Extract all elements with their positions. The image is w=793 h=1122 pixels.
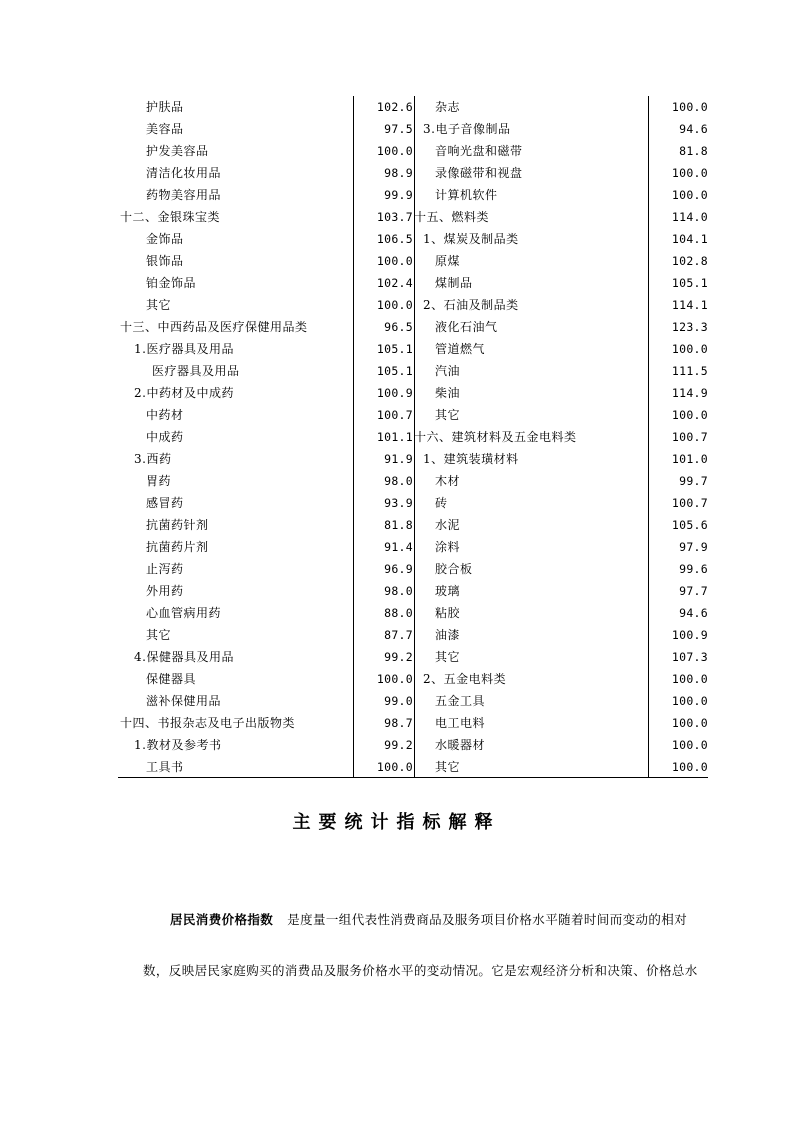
table-row	[414, 536, 708, 558]
table-row	[414, 118, 708, 140]
table-row	[414, 514, 708, 536]
row-label: 清洁化妆用品	[146, 166, 222, 180]
row-value: 100.0	[671, 166, 708, 180]
row-label: 其它	[146, 628, 172, 642]
table-row	[118, 448, 414, 470]
row-label: 1、煤炭及制品类	[423, 232, 519, 246]
row-label: 汽油	[435, 364, 461, 378]
table-row	[118, 536, 414, 558]
row-label: 其它	[435, 408, 461, 422]
row-value: 94.6	[679, 122, 708, 136]
row-label: 其它	[146, 298, 172, 312]
table-row	[118, 470, 414, 492]
row-label: 3.电子音像制品	[423, 122, 511, 136]
row-label: 计算机软件	[435, 188, 498, 202]
row-value: 98.0	[384, 474, 413, 488]
table-row	[414, 448, 708, 470]
table-row	[118, 404, 414, 426]
definition-term: 居民消费价格指数	[170, 912, 274, 927]
row-value: 100.0	[671, 188, 708, 202]
table-row	[414, 316, 708, 338]
row-label: 抗菌药片剂	[146, 540, 209, 554]
table-row	[414, 426, 708, 448]
row-label: 2、石油及制品类	[423, 298, 519, 312]
row-label: 工具书	[146, 760, 184, 774]
row-value: 101.0	[671, 452, 708, 466]
row-label: 护发美容品	[146, 144, 209, 158]
row-value: 105.1	[376, 342, 413, 356]
row-value: 81.8	[384, 518, 413, 532]
row-label: 胶合板	[435, 562, 473, 576]
row-label: 音响光盘和磁带	[435, 144, 523, 158]
row-value: 100.7	[671, 496, 708, 510]
row-label: 1.医疗器具及用品	[134, 342, 234, 356]
row-value: 123.3	[671, 320, 708, 334]
table-row	[118, 646, 414, 668]
row-label: 十六、建筑材料及五金电料类	[414, 430, 577, 444]
table-row	[118, 250, 414, 272]
table-row	[414, 338, 708, 360]
row-label: 柴油	[435, 386, 461, 400]
table-row	[118, 184, 414, 206]
row-label: 胃药	[146, 474, 172, 488]
row-label: 药物美容用品	[146, 188, 222, 202]
table-row	[118, 228, 414, 250]
row-value: 102.8	[671, 254, 708, 268]
row-value: 100.0	[671, 694, 708, 708]
price-index-table	[118, 96, 708, 780]
row-value: 99.2	[384, 650, 413, 664]
row-label: 十二、金银珠宝类	[120, 210, 221, 224]
row-label: 玻璃	[435, 584, 461, 598]
row-value: 100.0	[671, 760, 708, 774]
row-value: 99.2	[384, 738, 413, 752]
row-value: 99.6	[679, 562, 708, 576]
row-value: 81.8	[679, 144, 708, 158]
row-label: 管道燃气	[435, 342, 486, 356]
row-label: 2、五金电料类	[423, 672, 507, 686]
row-value: 98.7	[384, 716, 413, 730]
table-row	[414, 294, 708, 316]
row-value: 98.0	[384, 584, 413, 598]
row-value: 96.5	[384, 320, 413, 334]
row-value: 105.1	[376, 364, 413, 378]
row-label: 砖	[435, 496, 448, 510]
table-row	[118, 712, 414, 734]
row-label: 美容品	[146, 122, 184, 136]
table-row	[118, 96, 414, 118]
row-value: 100.0	[376, 298, 413, 312]
table-row	[414, 250, 708, 272]
table-row	[414, 602, 708, 624]
row-label: 其它	[435, 650, 461, 664]
table-row	[414, 646, 708, 668]
row-value: 114.1	[671, 298, 708, 312]
row-value: 100.9	[671, 628, 708, 642]
table-row	[414, 734, 708, 756]
row-label: 保健器具	[146, 672, 197, 686]
row-value: 100.0	[671, 100, 708, 114]
row-label: 杂志	[435, 100, 461, 114]
row-value: 100.0	[376, 254, 413, 268]
row-label: 金饰品	[146, 232, 184, 246]
row-label: 1、建筑装璜材料	[423, 452, 519, 466]
row-value: 105.6	[671, 518, 708, 532]
row-label: 感冒药	[146, 496, 184, 510]
row-label: 中药材	[146, 408, 184, 422]
row-value: 100.9	[376, 386, 413, 400]
row-value: 99.0	[384, 694, 413, 708]
table-row	[118, 668, 414, 690]
row-label: 2.中药材及中成药	[134, 386, 234, 400]
row-value: 100.0	[671, 672, 708, 686]
row-label: 3.西药	[134, 452, 172, 466]
row-value: 101.1	[376, 430, 413, 444]
row-label: 滋补保健用品	[146, 694, 222, 708]
row-label: 护肤品	[146, 100, 184, 114]
row-label: 止泻药	[146, 562, 184, 576]
row-value: 91.9	[384, 452, 413, 466]
row-value: 111.5	[671, 364, 708, 378]
table-row	[414, 162, 708, 184]
row-value: 102.6	[376, 100, 413, 114]
row-label: 电工电料	[435, 716, 486, 730]
row-value: 105.1	[671, 276, 708, 290]
row-label: 水泥	[435, 518, 461, 532]
table-row	[414, 712, 708, 734]
row-label: 粘胶	[435, 606, 461, 620]
table-row	[414, 470, 708, 492]
row-value: 107.3	[671, 650, 708, 664]
row-value: 100.7	[376, 408, 413, 422]
row-value: 99.9	[384, 188, 413, 202]
table-row	[414, 184, 708, 206]
table-row	[118, 294, 414, 316]
table-row	[414, 756, 708, 778]
row-label: 木材	[435, 474, 461, 488]
row-label: 外用药	[146, 584, 184, 598]
table-row	[414, 580, 708, 602]
row-label: 其它	[435, 760, 461, 774]
table-row	[118, 624, 414, 646]
row-label: 煤制品	[435, 276, 473, 290]
table-row	[414, 668, 708, 690]
table-row	[414, 140, 708, 162]
table-row	[414, 228, 708, 250]
section-title: 主要统计指标解释	[292, 812, 501, 833]
row-label: 液化石油气	[435, 320, 498, 334]
table-row	[118, 382, 414, 404]
row-value: 88.0	[384, 606, 413, 620]
row-label: 涂料	[435, 540, 461, 554]
row-value: 96.9	[384, 562, 413, 576]
row-label: 十三、中西药品及医疗保健用品类	[120, 320, 308, 334]
table-row	[414, 272, 708, 294]
row-value: 93.9	[384, 496, 413, 510]
row-value: 94.6	[679, 606, 708, 620]
table-row	[118, 514, 414, 536]
table-row	[414, 492, 708, 514]
row-value: 100.0	[376, 144, 413, 158]
row-label: 中成药	[146, 430, 184, 444]
row-value: 97.9	[679, 540, 708, 554]
table-row	[118, 426, 414, 448]
table-row	[118, 272, 414, 294]
definition-paragraph-line-2	[143, 961, 698, 979]
row-value: 100.0	[671, 408, 708, 422]
table-row	[414, 690, 708, 712]
table-row	[118, 316, 414, 338]
row-value: 87.7	[384, 628, 413, 642]
row-label: 录像磁带和视盘	[435, 166, 523, 180]
table-row	[118, 338, 414, 360]
row-label: 水暖器材	[435, 738, 486, 752]
row-value: 102.4	[376, 276, 413, 290]
row-value: 99.7	[679, 474, 708, 488]
row-label: 十四、书报杂志及电子出版物类	[120, 716, 296, 730]
table-row	[118, 602, 414, 624]
row-label: 4.保健器具及用品	[134, 650, 234, 664]
row-label: 银饰品	[146, 254, 184, 268]
row-value: 114.9	[671, 386, 708, 400]
table-row	[118, 118, 414, 140]
table-row	[118, 690, 414, 712]
definition-paragraph-line-1	[170, 910, 687, 928]
definition-text-line-1: 是度量一组代表性消费商品及服务项目价格水平随着时间而变动的相对	[287, 912, 688, 927]
table-left-column	[118, 96, 414, 780]
row-value: 97.7	[679, 584, 708, 598]
row-label: 油漆	[435, 628, 461, 642]
table-row	[414, 558, 708, 580]
row-value: 100.0	[671, 738, 708, 752]
table-row	[118, 558, 414, 580]
table-row	[414, 404, 708, 426]
row-value: 100.0	[671, 342, 708, 356]
table-row	[118, 492, 414, 514]
row-value: 98.9	[384, 166, 413, 180]
table-row	[414, 360, 708, 382]
table-row	[118, 734, 414, 756]
table-right-column	[414, 96, 708, 780]
row-value: 91.4	[384, 540, 413, 554]
row-label: 原煤	[435, 254, 461, 268]
row-label: 抗菌药针剂	[146, 518, 209, 532]
row-label: 五金工具	[435, 694, 486, 708]
row-value: 100.0	[376, 672, 413, 686]
table-row	[118, 580, 414, 602]
row-value: 106.5	[376, 232, 413, 246]
table-bottom-rule	[118, 777, 708, 778]
row-label: 1.教材及参考书	[134, 738, 222, 752]
table-row	[118, 360, 414, 382]
table-row	[118, 756, 414, 778]
row-label: 心血管病用药	[146, 606, 222, 620]
table-row	[118, 162, 414, 184]
definition-text-line-2: 数，反映居民家庭购买的消费品及服务价格水平的变动情况。它是宏观经济分析和决策、价格总水	[143, 963, 698, 978]
table-row	[414, 382, 708, 404]
row-label: 医疗器具及用品	[152, 364, 240, 378]
table-row	[414, 624, 708, 646]
row-value: 97.5	[384, 122, 413, 136]
row-value: 104.1	[671, 232, 708, 246]
table-row	[414, 206, 708, 228]
table-row	[118, 206, 414, 228]
row-value: 103.7	[376, 210, 413, 224]
row-value: 100.0	[376, 760, 413, 774]
table-row	[414, 96, 708, 118]
row-value: 114.0	[671, 210, 708, 224]
row-label: 铂金饰品	[146, 276, 197, 290]
row-value: 100.7	[671, 430, 708, 444]
row-label: 十五、燃料类	[414, 210, 490, 224]
table-row	[118, 140, 414, 162]
row-value: 100.0	[671, 716, 708, 730]
